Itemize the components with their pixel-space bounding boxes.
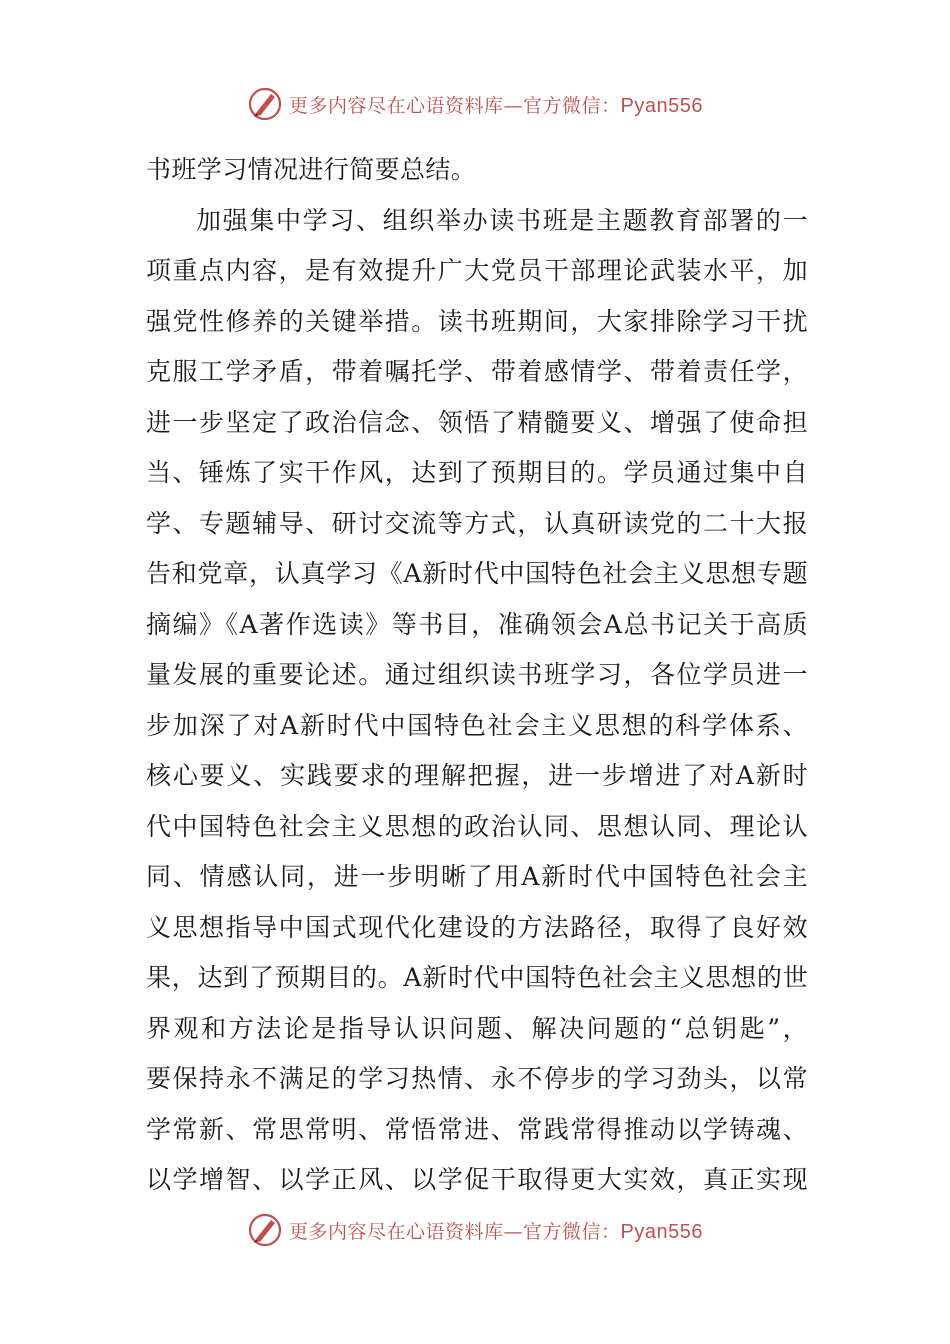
paragraph-line: 进一步坚定了政治信念、领悟了精髓要义、增强了使命担 <box>146 407 808 437</box>
paragraph-line: 摘编》《A著作选读》等书目，准确领会A总书记关于高质 <box>146 609 808 639</box>
header-watermark <box>0 84 950 124</box>
paragraph-line: 加强集中学习、组织举办读书班是主题教育部署的一 <box>196 205 808 235</box>
paragraph-line: 核心要义、实践要求的理解把握，进一步增进了对A新时 <box>146 761 808 790</box>
watermark-text: 更多内容尽在心语资料库—官方微信：Pyan556 <box>289 1220 703 1243</box>
pen-logo-icon <box>247 1212 283 1248</box>
paragraph-line: 克服工学矛盾，带着嘱托学、带着感情学、带着责任学， <box>146 357 808 386</box>
paragraph-line: 项重点内容，是有效提升广大党员干部理论武装水平，加 <box>146 256 808 285</box>
paragraph-line: 代中国特色社会主义思想的政治认同、思想认同、理论认 <box>146 811 808 841</box>
watermark-text: 更多内容尽在心语资料库—官方微信：Pyan556 <box>289 94 703 117</box>
document-body <box>146 145 808 1206</box>
paragraph-line: 学、专题辅导、研讨交流等方式，认真研读党的二十大报 <box>146 508 808 538</box>
paragraph-line: 界观和方法论是指导认识问题、解决问题的“总钥匙”， <box>146 1013 808 1043</box>
paragraph-line: 要保持永不满足的学习热情、永不停步的学习劲头，以常 <box>146 1064 808 1093</box>
paragraph-line: 量发展的重要论述。通过组织读书班学习，各位学员进一 <box>146 660 808 689</box>
paragraph-line: 以学增智、以学正风、以学促干取得更大实效，真正实现 <box>146 1165 808 1194</box>
paragraph-line: 书班学习情况进行简要总结。 <box>146 155 477 184</box>
wechat-id: Pyan556 <box>620 1220 703 1243</box>
paragraph-line: 同、情感认同，进一步明晰了用A新时代中国特色社会主 <box>146 862 808 891</box>
paragraph-line: 果，达到了预期目的。A新时代中国特色社会主义思想的世 <box>146 963 808 992</box>
paragraph-line: 学常新、常思常明、常悟常进、常践常得推动以学铸魂、 <box>146 1114 808 1144</box>
paragraph-line: 强党性修养的关键举措。读书班期间，大家排除学习干扰 <box>146 306 808 336</box>
paragraph-line: 步加深了对A新时代中国特色社会主义思想的科学体系、 <box>146 710 808 740</box>
paragraph-line: 告和党章，认真学习《A新时代中国特色社会主义思想专题 <box>146 559 808 588</box>
paragraph-line: 义思想指导中国式现代化建设的方法路径，取得了良好效 <box>146 912 808 942</box>
paragraph-line: 当、锤炼了实干作风，达到了预期目的。学员通过集中自 <box>146 458 808 487</box>
wechat-id: Pyan556 <box>620 94 703 117</box>
pen-logo-icon <box>247 86 283 122</box>
footer-watermark <box>0 1210 950 1250</box>
